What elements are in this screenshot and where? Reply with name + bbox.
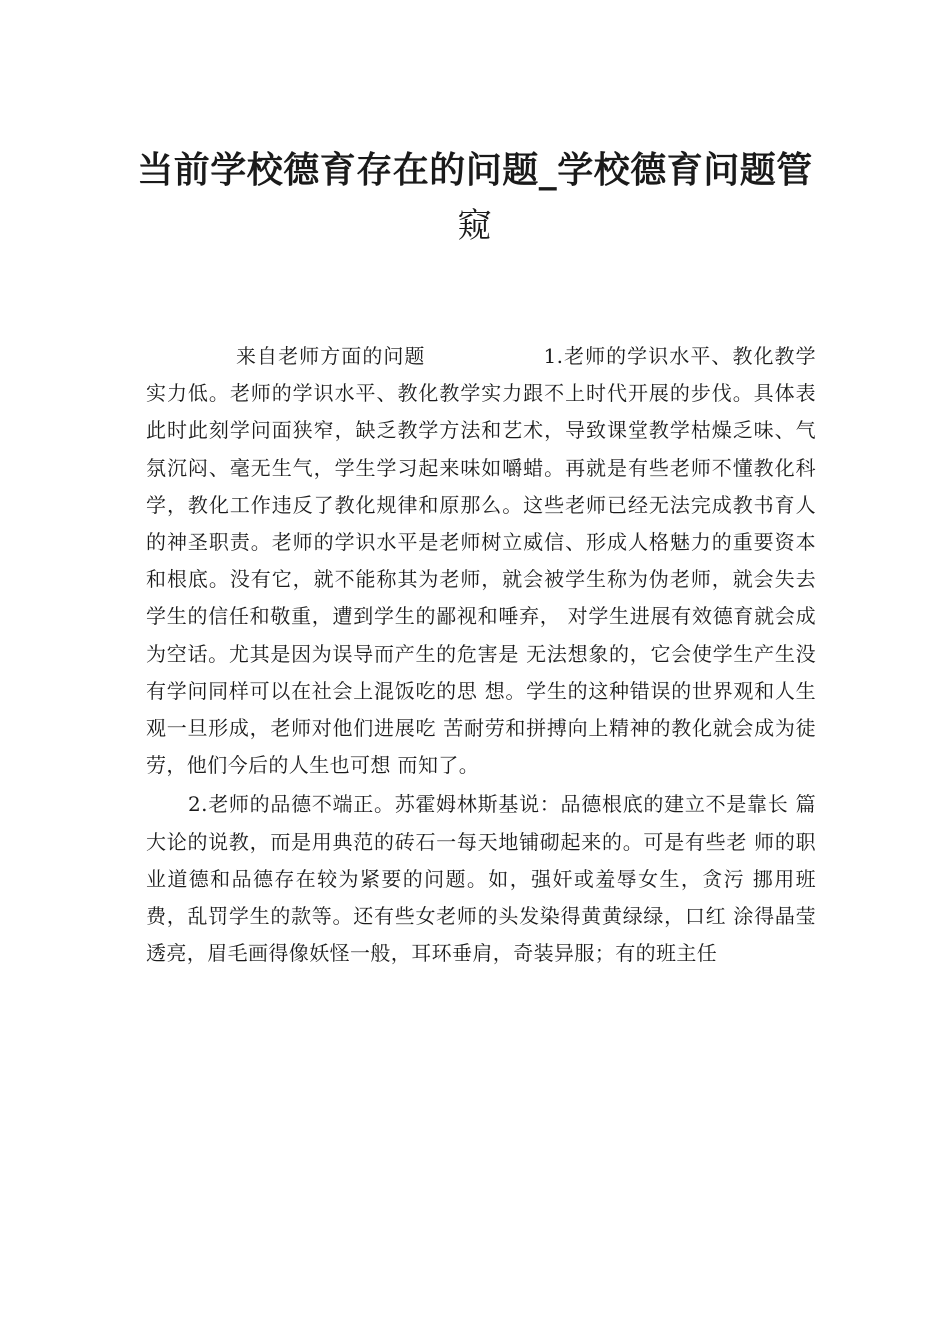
paragraph-1-heading: 来自老师方面的问题 [236, 344, 426, 368]
document-title [110, 142, 840, 254]
title-line-2: 窥 [457, 206, 493, 246]
paragraph-1 [146, 338, 816, 784]
title-line-1: 当前学校德育存在的问题_学校德育问题管 [137, 149, 813, 191]
paragraph-1-text: 1.老师的学识水平、教化教学实力低。老师的学识水平、教化教学实力跟不上时代开展的步伐。具体表此时此刻学问面狭窄，缺乏教学方法和艺术，导致课堂教学枯燥乏味、气氛沉闷、毫无生气，学生学习起来味如嚼蜡。再就是有些老师不懂教化科学，教化工作违反了教化规律和原那么。这些老师已经无法完成教书育人的神圣职责。老师的学识水平是老师树立威信、形成人格魅力的重要资本和根底。没有它，就不能称其为老师，就会被学生称为伪老师，就会失去学生的信任和敬重，遭到学生的鄙视和唾弃， 对学生进展有效德育就会成为空话。尤其是因为误导而产生的危害是 无法想象的，它会使学生产生没有学问同样可以在社会上混饭吃的思 想。学生的这种错误的世界观和人生观一旦形成，老师对他们进展吃 苦耐劳和拼搏向上精神的教化就会成为徒劳，他们今后的人生也可想 而知了。 [146, 344, 816, 778]
paragraph-2: 2.老师的品德不端正。苏霍姆林斯基说：品德根底的建立不是靠长 篇大论的说教，而是用典范的砖石一每天地铺砌起来的。可是有些老 师的职业道德和品德存在较为紧要的问题。如，强奸或羞辱女生，贪污 挪用班费，乱罚学生的款等。还有些女老师的头发染得黄黄绿绿，口红 涂得晶莹透亮，眉毛画得像妖怪一般，耳环垂肩，奇装异服；有的班主任 [146, 792, 816, 966]
document-body [146, 338, 816, 972]
